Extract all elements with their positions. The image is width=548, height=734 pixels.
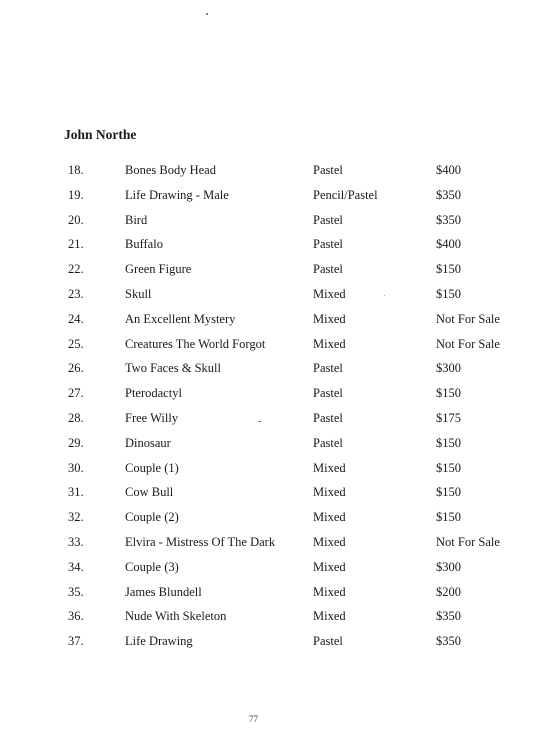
artwork-title: Bird: [125, 212, 148, 227]
artwork-price: Not For Sale: [436, 336, 500, 351]
artwork-price: $150: [436, 286, 461, 301]
artwork-row: [0, 235, 548, 260]
artwork-title: Couple (2): [125, 510, 179, 525]
artwork-medium: Pastel: [313, 410, 343, 425]
scan-speck: [206, 13, 208, 15]
artwork-number: 37.: [68, 634, 84, 649]
artwork-number: 21.: [68, 237, 84, 252]
artwork-number: 29.: [68, 435, 84, 450]
artwork-row: [0, 310, 548, 335]
artwork-title: Life Drawing: [125, 634, 193, 649]
artwork-price: $300: [436, 559, 461, 574]
artwork-medium: Mixed: [313, 534, 346, 549]
artwork-row: [0, 483, 548, 508]
artwork-row: [0, 434, 548, 459]
artwork-price: $150: [436, 485, 461, 500]
artwork-price: $150: [436, 510, 461, 525]
artwork-number: 22.: [68, 262, 84, 277]
artwork-list: [0, 161, 548, 657]
artwork-title: Couple (3): [125, 559, 179, 574]
artwork-row: [0, 632, 548, 657]
artwork-medium: Pastel: [313, 435, 343, 450]
artist-name: John Northe: [64, 127, 137, 142]
artwork-title: An Excellent Mystery: [125, 311, 236, 326]
artwork-medium: Mixed: [313, 609, 346, 624]
artwork-number: 18.: [68, 163, 84, 177]
artwork-row: [0, 384, 548, 409]
artwork-number: 34.: [68, 559, 84, 574]
artwork-number: 32.: [68, 510, 84, 525]
artwork-title: Two Faces & Skull: [125, 361, 221, 376]
artwork-medium: Pencil/Pastel: [313, 187, 378, 202]
artwork-title: Dinosaur: [125, 435, 171, 450]
artwork-price: $350: [436, 609, 461, 624]
artwork-number: 20.: [68, 212, 84, 227]
artwork-title: Free Willy: [125, 410, 179, 425]
artwork-medium: Mixed: [313, 559, 346, 574]
artwork-medium: Mixed: [313, 336, 346, 351]
artwork-number: 36.: [68, 609, 84, 624]
artwork-row: [0, 285, 548, 310]
artwork-medium: Pastel: [313, 361, 343, 376]
artwork-title: Nude With Skeleton: [125, 609, 227, 624]
artwork-number: 33.: [68, 534, 84, 549]
artwork-medium: Pastel: [313, 212, 343, 227]
artwork-price: $400: [436, 237, 461, 252]
artwork-number: 27.: [68, 386, 84, 401]
artwork-medium: Mixed: [313, 460, 346, 475]
artwork-medium: Pastel: [313, 237, 343, 252]
artwork-title: Buffalo: [125, 237, 163, 252]
artwork-row: [0, 459, 548, 484]
artwork-row: [0, 558, 548, 583]
artwork-row: [0, 359, 548, 384]
artwork-medium: Mixed: [313, 584, 346, 599]
page-number: 77: [249, 714, 258, 724]
artwork-row: [0, 335, 548, 360]
artwork-price: $350: [436, 187, 461, 202]
artwork-number: 19.: [68, 187, 84, 202]
artwork-title: Green Figure: [125, 262, 192, 277]
artwork-row: [0, 161, 548, 186]
artwork-price: $350: [436, 212, 461, 227]
artwork-title: Elvira - Mistress Of The Dark: [125, 534, 276, 549]
artwork-title: Pterodactyl: [125, 386, 182, 401]
artwork-row: [0, 583, 548, 608]
artwork-price: $150: [436, 460, 461, 475]
artwork-price: $150: [436, 262, 461, 277]
artwork-medium: Mixed: [313, 311, 346, 326]
artwork-row: [0, 508, 548, 533]
artwork-medium: Mixed: [313, 286, 346, 301]
artwork-row: [0, 186, 548, 211]
artwork-title: Bones Body Head: [125, 163, 216, 177]
artwork-row: [0, 533, 548, 558]
artwork-price: $300: [436, 361, 461, 376]
artwork-price: Not For Sale: [436, 311, 500, 326]
artwork-medium: Pastel: [313, 262, 343, 277]
artwork-price: $150: [436, 386, 461, 401]
artwork-row: [0, 409, 548, 434]
artwork-price: $350: [436, 634, 461, 649]
artwork-medium: Pastel: [313, 634, 343, 649]
artwork-number: 23.: [68, 286, 84, 301]
artwork-medium: Mixed: [313, 510, 346, 525]
artwork-row: [0, 260, 548, 285]
artwork-medium: Pastel: [313, 163, 343, 177]
artwork-number: 30.: [68, 460, 84, 475]
artwork-number: 25.: [68, 336, 84, 351]
artwork-medium: Pastel: [313, 386, 343, 401]
artwork-title: Couple (1): [125, 460, 179, 475]
artwork-medium: Mixed: [313, 485, 346, 500]
artwork-number: 24.: [68, 311, 84, 326]
artwork-row: [0, 211, 548, 236]
artwork-title: Skull: [125, 286, 152, 301]
artwork-row: [0, 607, 548, 632]
artwork-title: Creatures The World Forgot: [125, 336, 266, 351]
artwork-price: Not For Sale: [436, 534, 500, 549]
artwork-title: James Blundell: [125, 584, 202, 599]
artwork-number: 31.: [68, 485, 84, 500]
artwork-number: 26.: [68, 361, 84, 376]
artwork-title: Cow Bull: [125, 485, 174, 500]
artwork-title: Life Drawing - Male: [125, 187, 229, 202]
artwork-price: $400: [436, 163, 461, 177]
artwork-price: $200: [436, 584, 461, 599]
artwork-price: $175: [436, 410, 461, 425]
artwork-price: $150: [436, 435, 461, 450]
artwork-number: 28.: [68, 410, 84, 425]
artwork-number: 35.: [68, 584, 84, 599]
